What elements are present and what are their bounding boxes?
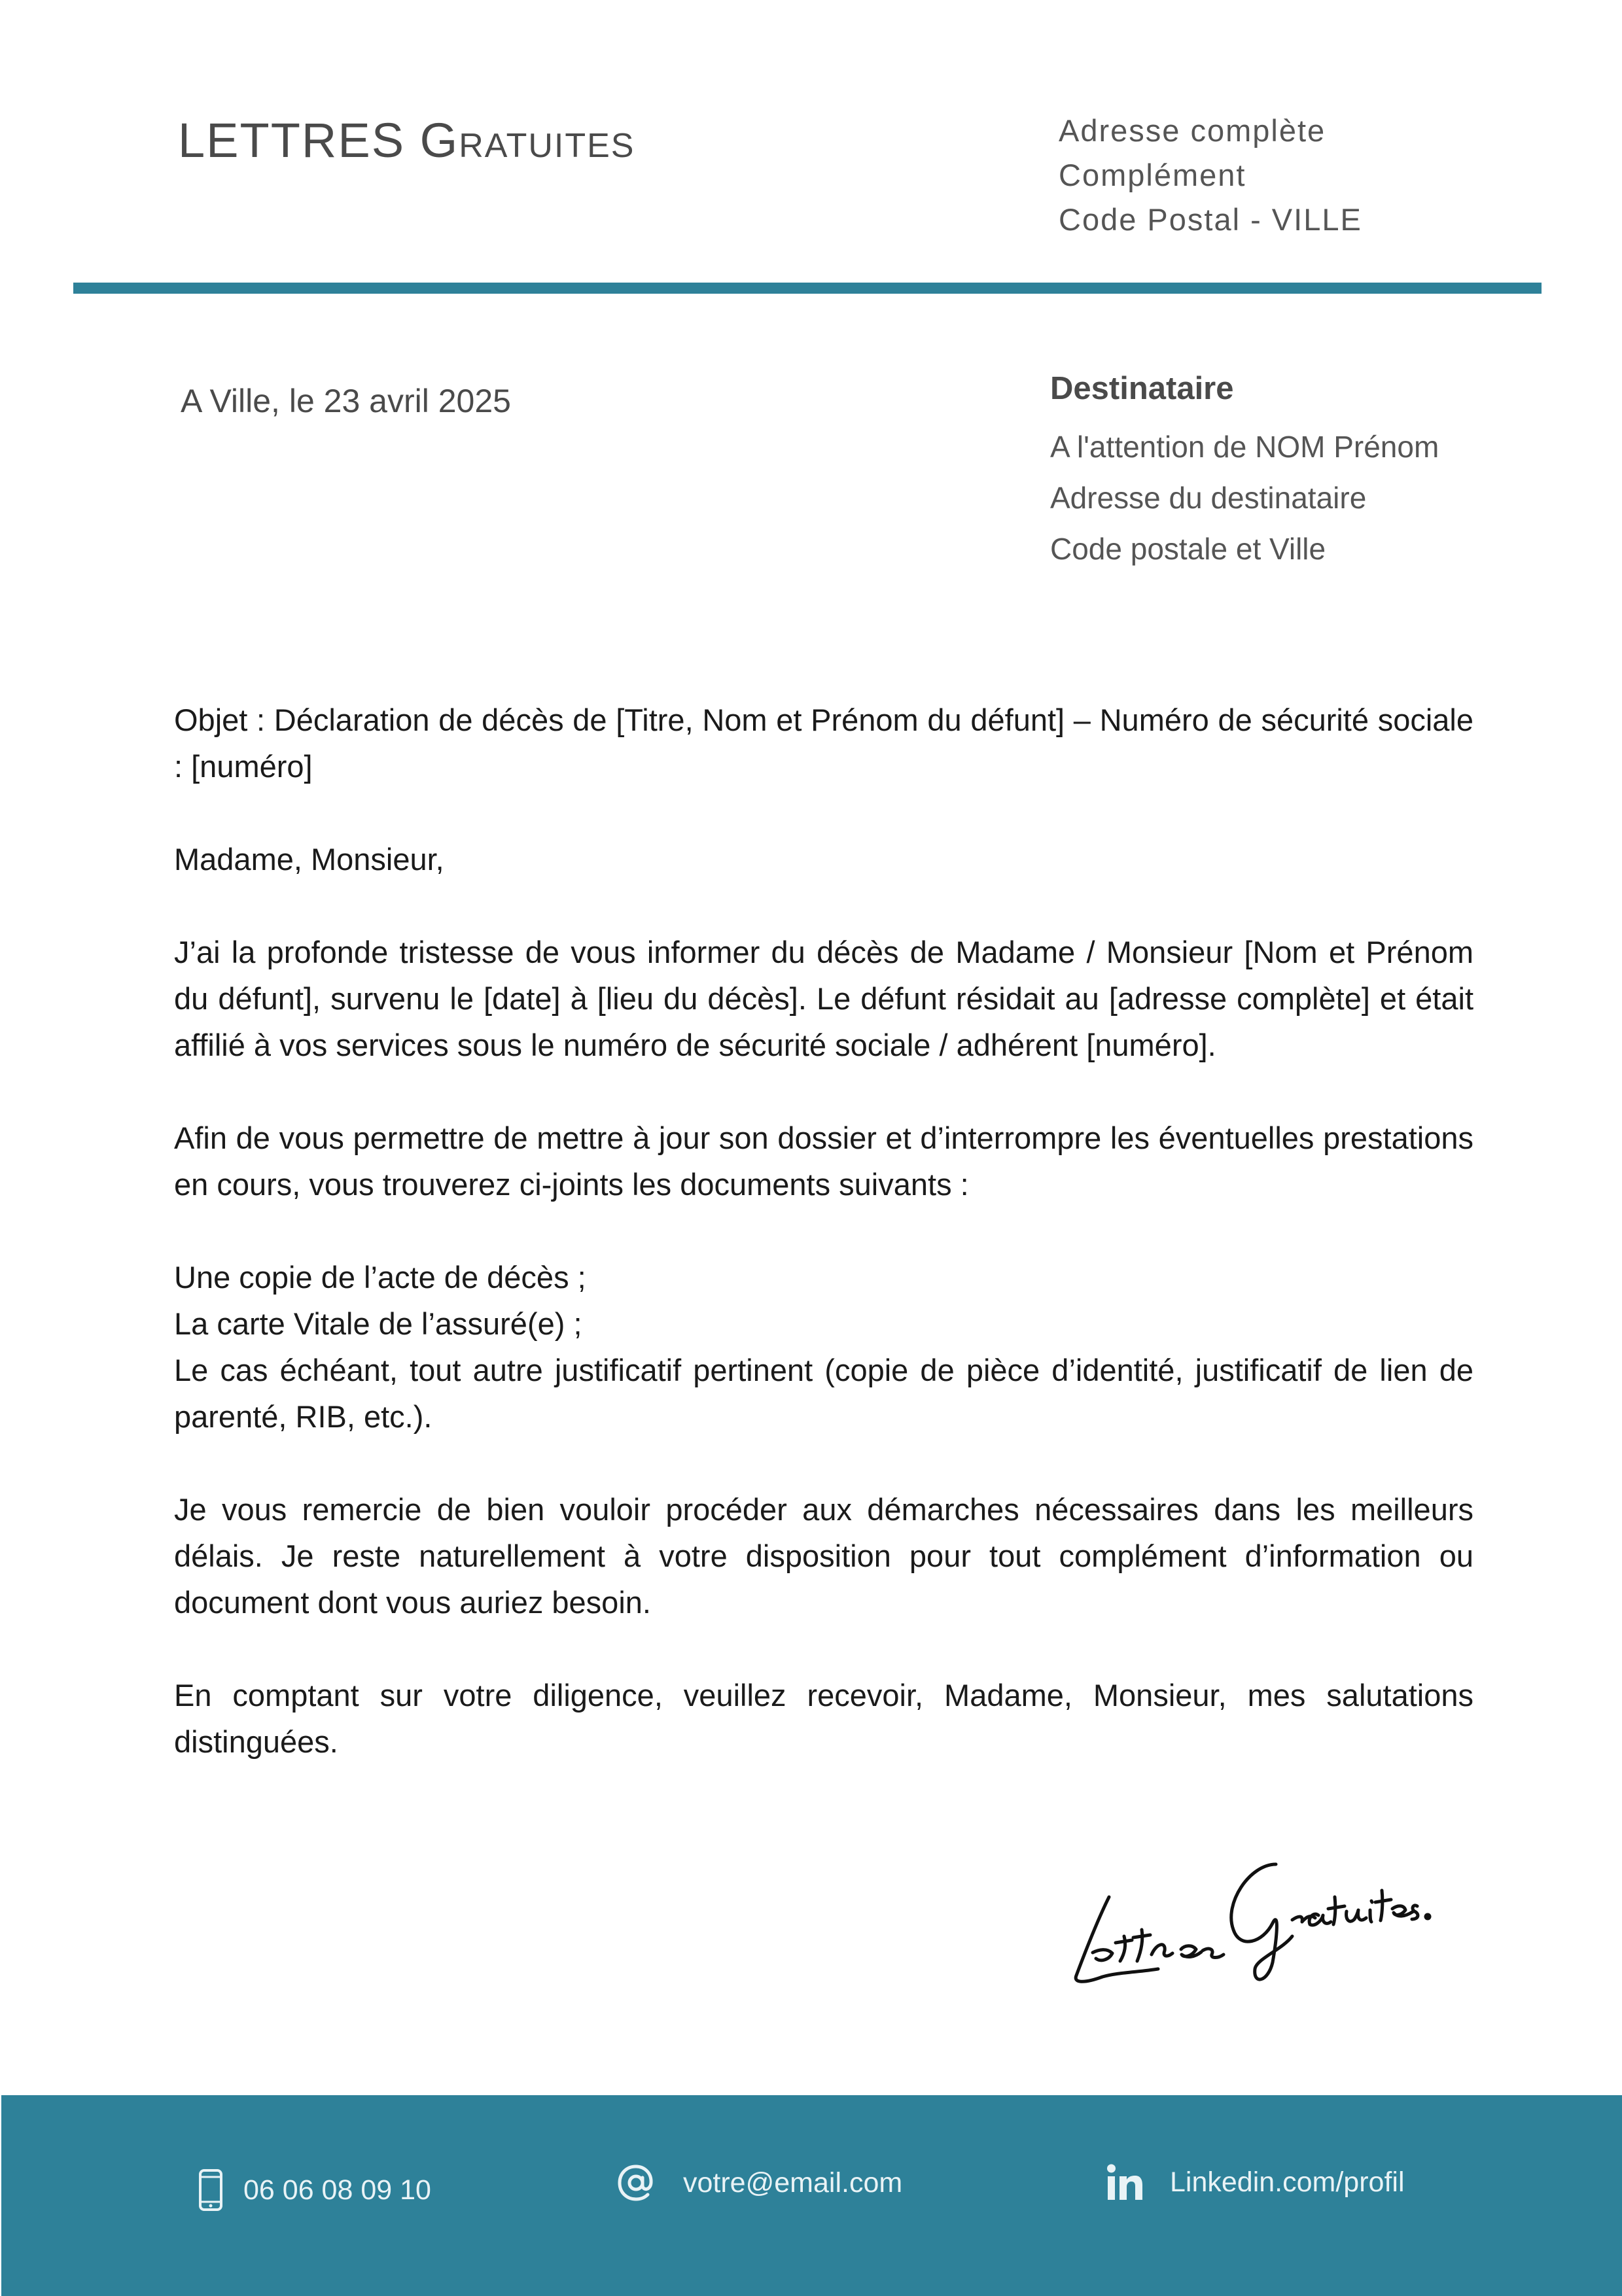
letter-greeting: Madame, Monsieur, bbox=[174, 842, 444, 877]
recipient-line: A l'attention de NOM Prénom bbox=[1050, 430, 1439, 464]
documents-list bbox=[174, 1254, 1473, 1440]
handwritten-signature bbox=[1047, 1838, 1439, 1995]
at-icon bbox=[616, 2163, 656, 2202]
letter-paragraph: Afin de vous permettre de mettre à jour son dossier et d’interrompre les éventuelles prestations en cours, vous trouverez ci-joints les documents suivants : bbox=[174, 1121, 1473, 1202]
letter-paragraph: Je vous remercie de bien vouloir procéder aux démarches nécessaires dans les meilleurs délais. Je reste naturellement à votre disposition pour tout complément d’information ou document dont vous auriez besoin. bbox=[174, 1492, 1473, 1620]
letter-body bbox=[174, 697, 1473, 1765]
sender-address bbox=[1059, 109, 1362, 242]
brand-title bbox=[178, 113, 635, 168]
letter-subject: Objet : Déclaration de décès de [Titre, Nom et Prénom du défunt] – Numéro de sécurité sociale : [numéro] bbox=[174, 703, 1473, 784]
recipient-line: Code postale et Ville bbox=[1050, 532, 1326, 566]
sender-address-line: Code Postal - VILLE bbox=[1059, 202, 1362, 237]
letter-paragraph: J’ai la profonde tristesse de vous informer du décès de Madame / Monsieur [Nom et Prénom du défunt], survenu le [date] à [lieu du décès]. Le défunt résidait au [adresse complète] et était affilié à vos services sous le numéro de sécurité sociale / adhérent [numéro]. bbox=[174, 935, 1473, 1062]
document-item: Une copie de l’acte de décès ; bbox=[174, 1260, 586, 1295]
recipient-block bbox=[1050, 370, 1439, 574]
footer-linkedin-text: Linkedin.com/profil bbox=[1170, 2166, 1405, 2198]
footer-phone bbox=[198, 2168, 431, 2212]
brand-title-first: LETTRES bbox=[178, 113, 406, 167]
recipient-line: Adresse du destinataire bbox=[1050, 481, 1367, 515]
brand-title-second: Gratuites bbox=[419, 113, 635, 167]
document-item: La carte Vitale de l’assuré(e) ; bbox=[174, 1306, 582, 1341]
header-divider bbox=[73, 283, 1542, 294]
footer-phone-text: 06 06 08 09 10 bbox=[243, 2174, 431, 2206]
recipient-title: Destinataire bbox=[1050, 371, 1234, 406]
document-item: Le cas échéant, tout autre justificatif pertinent (copie de pièce d’identité, justificatif de lien de parenté, RIB, etc.). bbox=[174, 1353, 1473, 1434]
date-line: A Ville, le 23 avril 2025 bbox=[181, 383, 511, 419]
footer-email-text: votre@email.com bbox=[683, 2166, 903, 2199]
footer-linkedin bbox=[1106, 2163, 1405, 2201]
sender-address-line: Complément bbox=[1059, 158, 1246, 192]
footer-bar bbox=[1, 2095, 1622, 2296]
footer-email bbox=[616, 2163, 902, 2202]
phone-icon bbox=[198, 2168, 224, 2212]
linkedin-icon bbox=[1106, 2163, 1144, 2201]
sender-address-line: Adresse complète bbox=[1059, 113, 1326, 148]
letter-closing: En comptant sur votre diligence, veuillez recevoir, Madame, Monsieur, mes salutations distinguées. bbox=[174, 1678, 1473, 1759]
